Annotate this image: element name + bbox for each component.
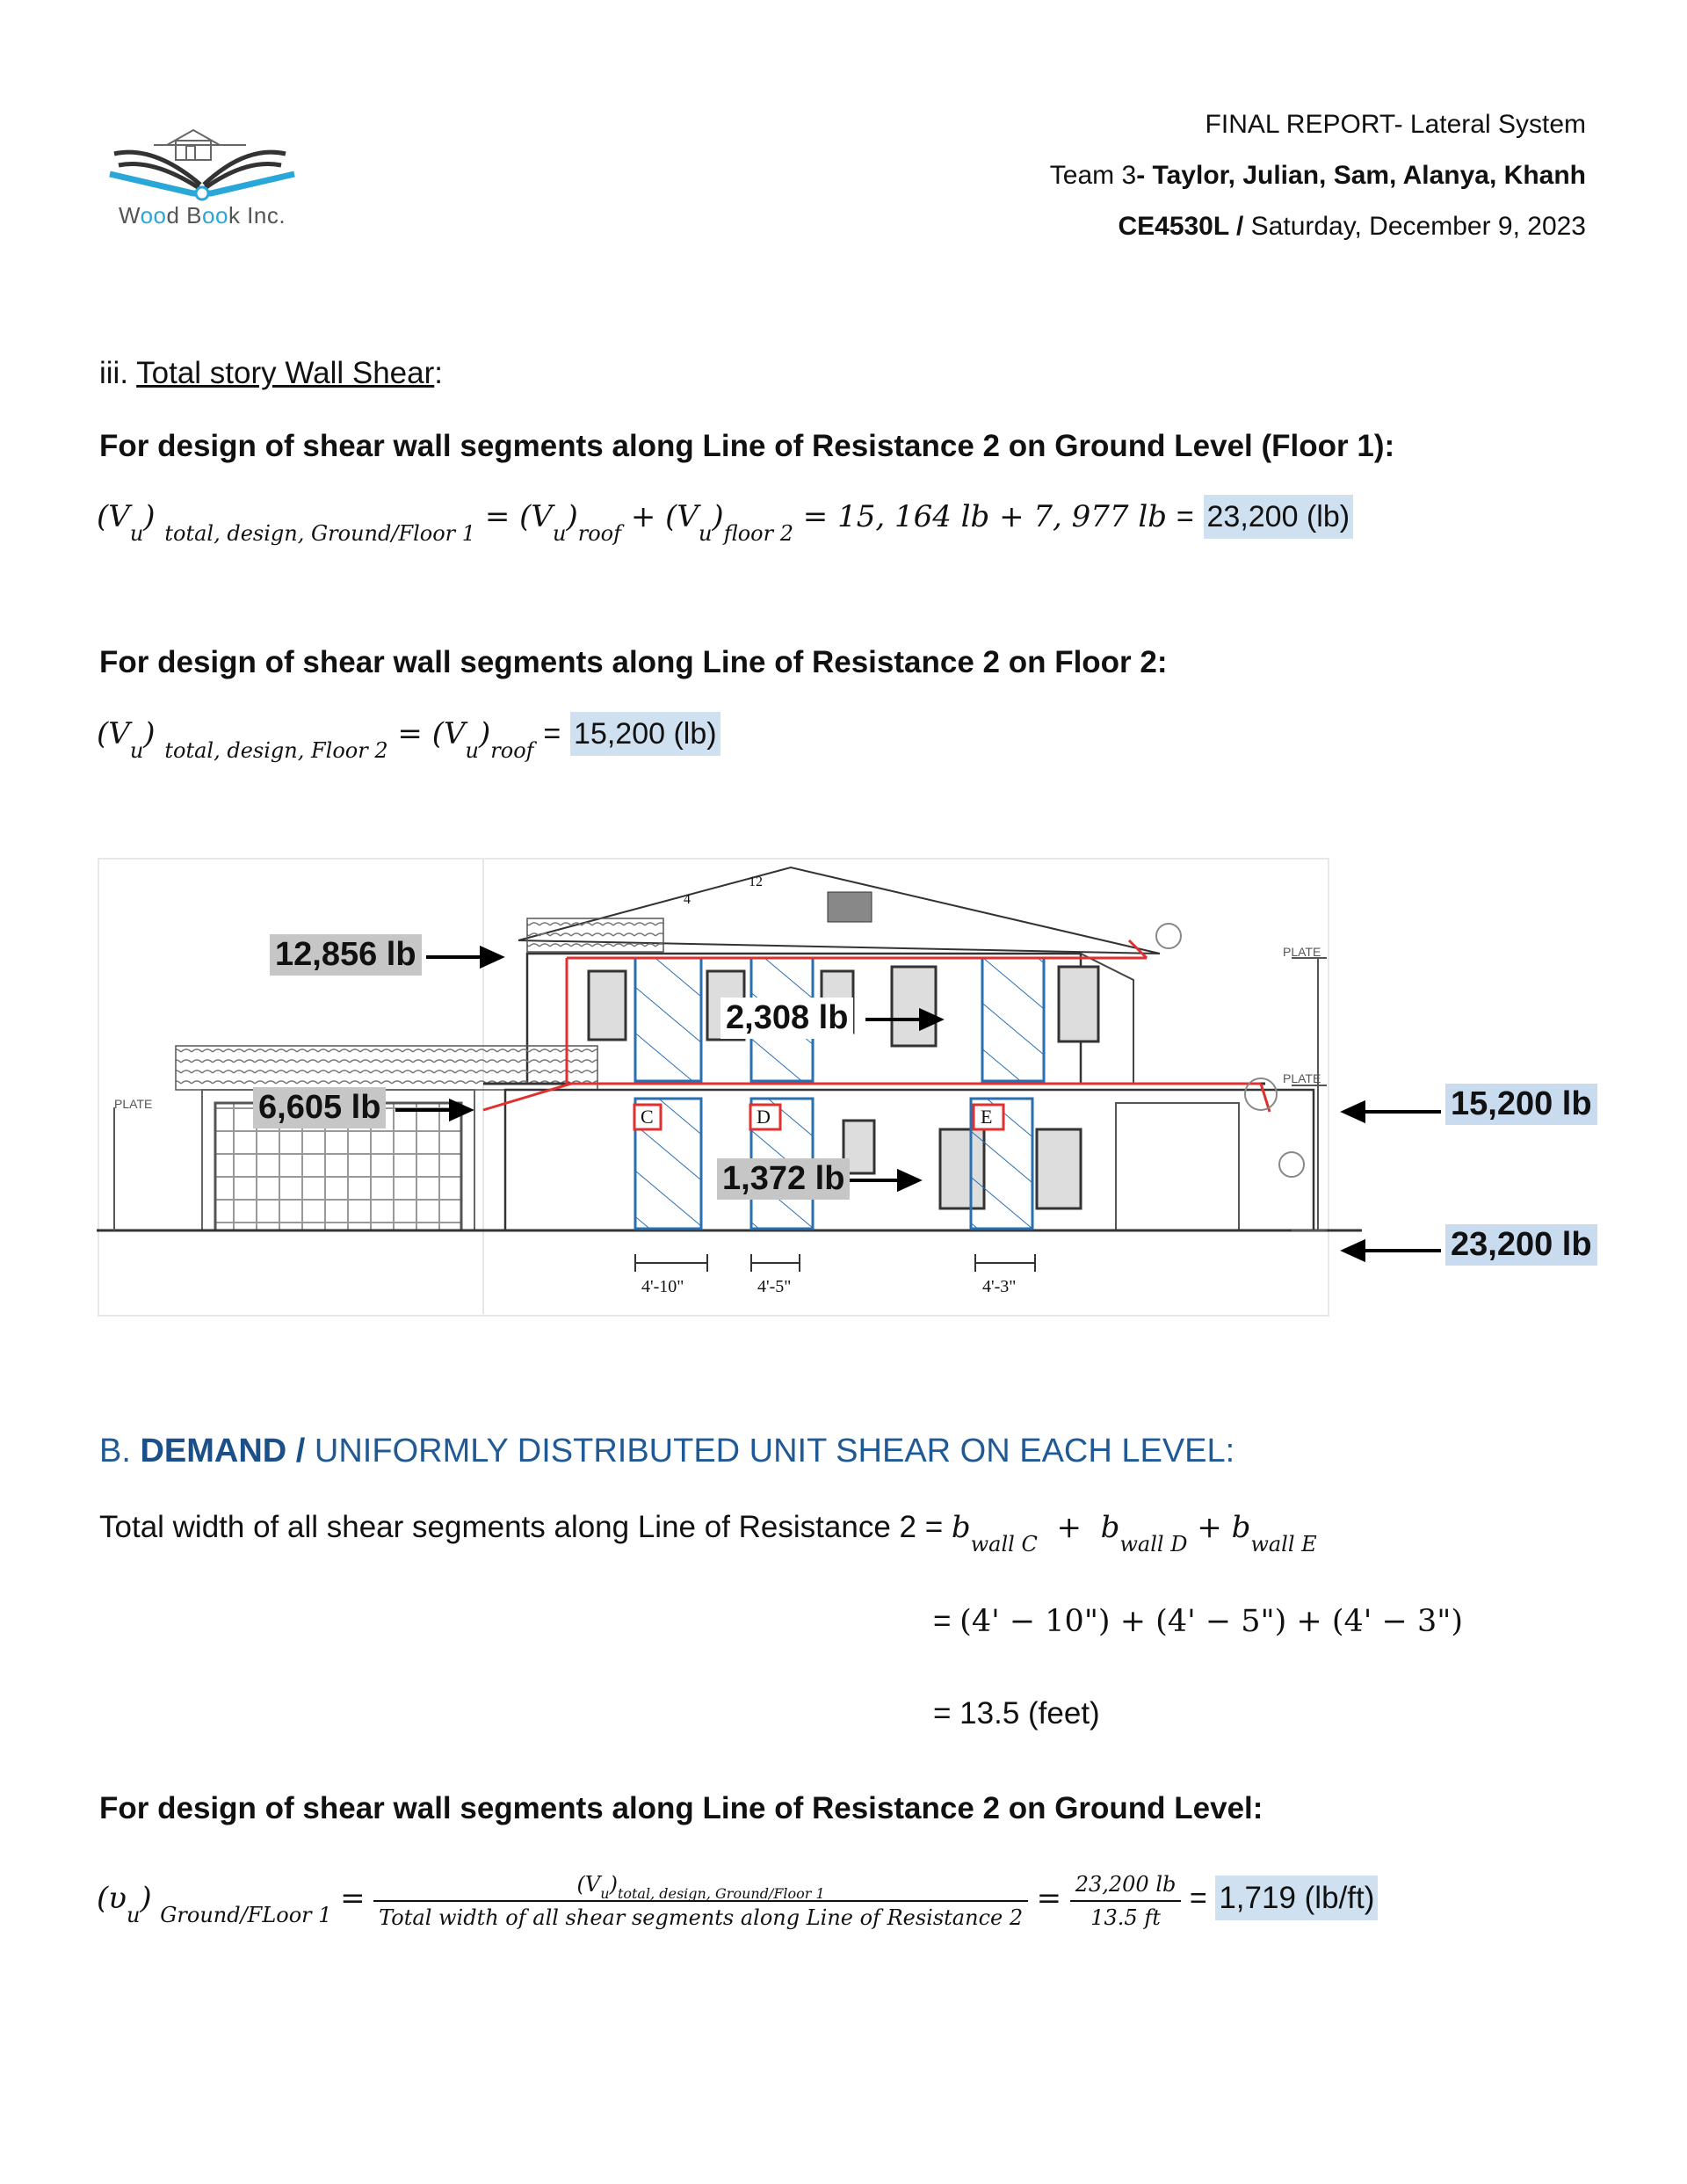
- course-date-line: CE4530L / Saturday, December 9, 2023: [1118, 212, 1586, 241]
- wall-d-label: D: [757, 1106, 771, 1128]
- total-width-line: Total width of all shear segments along Line of Resistance $2 = b_{wall C} + b_{wall D} + b_{wall E}$: [99, 1510, 1317, 1556]
- force-roof-left: 12,856 lb: [270, 934, 422, 976]
- wall-e-dimension: 4'-3": [982, 1277, 1017, 1296]
- report-title: FINAL REPORT- Lateral System: [1205, 110, 1586, 139]
- ground-total-result: 23,200 (lb): [1204, 495, 1354, 539]
- unit-shear-numeric-fraction: $\frac{23,200 lb}{13.5 ft}$: [1070, 1872, 1182, 1930]
- wall-c-label: C: [641, 1106, 654, 1128]
- company-name: Wood Book Inc.: [119, 202, 286, 229]
- plate-label-right-top: PLATE: [1283, 945, 1321, 959]
- plate-label-right-mid: PLATE: [1283, 1071, 1321, 1085]
- wall-c-dimension: 4'-10": [641, 1277, 684, 1296]
- ground-unit-shear-heading: For design of shear wall segments along Line of Resistance 2 on Ground Level:: [99, 1791, 1263, 1825]
- ground-design-equation: $(V_u) _{total, design, Ground/Floor 1} = (V_u)_{roof} + (V_u)_{floor 2} = 15$, 164 lb + 7, 977 lb = 23,200 (lb): [97, 499, 1353, 534]
- total-force-upper: 15,200 lb: [1445, 1084, 1597, 1125]
- unit-shear-fraction: $\frac{(V_u)_{total, design, Ground/Floor 1}}{\text{Total width of all shear segments along Line of Resistance 2}}$: [373, 1872, 1028, 1930]
- team-line: Team 3- Taylor, Julian, Sam, Alanya, Khanh: [1049, 161, 1586, 190]
- floor2-design-heading: For design of shear wall segments along Line of Resistance 2 on Floor 2:: [99, 645, 1168, 679]
- total-force-lower: 23,200 lb: [1445, 1224, 1597, 1266]
- book-house-icon: [105, 105, 299, 202]
- ground-unit-shear-result: 1,719 (lb/ft): [1215, 1876, 1378, 1920]
- wall-d-dimension: 4'-5": [757, 1277, 792, 1296]
- floor2-design-equation: $(V_u) _{total, design, Floor 2} = (V_u)_{roof} = 15,200$ (lb): [97, 716, 720, 751]
- force-floor2-left: 6,605 lb: [253, 1087, 386, 1128]
- wall-e-label: E: [981, 1106, 993, 1128]
- force-wall-upper: 2,308 lb: [720, 998, 853, 1039]
- total-width-expansion: = (4' − 10") + (4' − 5") + (4' − 3"): [933, 1604, 1464, 1639]
- roof-pitch-rise-label: 4: [684, 892, 691, 907]
- total-width-result: = 13.5 (feet): [933, 1696, 1100, 1731]
- floor2-total-result: 15,200 (lb): [570, 712, 720, 756]
- force-wall-lower: 1,372 lb: [717, 1158, 850, 1200]
- company-logo: [105, 105, 299, 237]
- roof-pitch-label: 12: [749, 874, 763, 889]
- section-iii-title: iii. Total story Wall Shear:: [99, 356, 443, 390]
- ground-design-heading: For design of shear wall segments along Line of Resistance 2 on Ground Level (Floor 1):: [99, 429, 1395, 463]
- building-elevation: [97, 857, 1599, 1331]
- section-b-heading: B. DEMAND / UNIFORMLY DISTRIBUTED UNIT SHEAR ON EACH LEVEL:: [99, 1433, 1235, 1469]
- plate-label-left: PLATE: [114, 1097, 153, 1111]
- ground-unit-shear-equation: $(\upsilon_u) _{Ground/FLoor 1}$ = $\frac{(V_u)_{total, design, Ground/Floor 1}}{\text{Total width of all shear segments along Line of Resistance 2}}$ = $\frac{23,200 lb}{13.5 ft}$ = 1,719 (lb/ft): [97, 1872, 1378, 1930]
